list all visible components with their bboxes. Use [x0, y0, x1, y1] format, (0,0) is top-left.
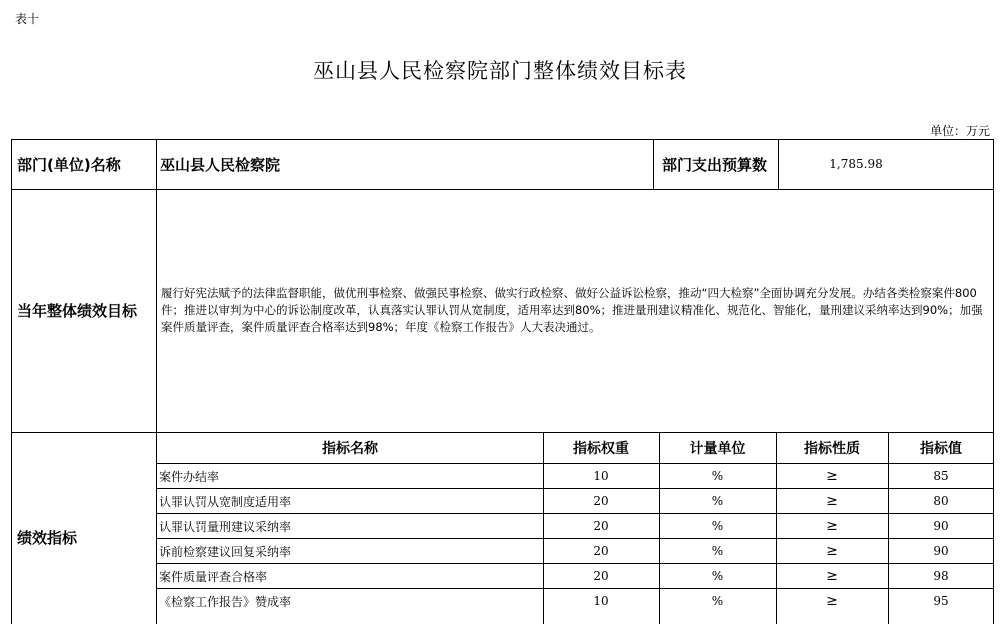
indicator-weight: 20 [593, 569, 609, 583]
indicator-name: 认罪认罚量刑建议采纳率 [159, 519, 292, 534]
indicator-weight: 20 [593, 544, 609, 558]
indicator-header-unit: 计量单位 [689, 441, 746, 457]
indicator-weight: 10 [593, 469, 609, 483]
indicator-unit: % [711, 519, 724, 533]
indicator-name: 认罪认罚从宽制度适用率 [159, 494, 292, 509]
indicator-header-value: 指标值 [920, 441, 962, 457]
column-divider [653, 139, 654, 189]
indicator-unit: % [711, 544, 724, 558]
indicator-value: 85 [933, 469, 949, 483]
indicator-unit: % [711, 594, 724, 608]
indicator-value: 90 [933, 519, 949, 533]
goal-label: 当年整体绩效目标 [17, 302, 138, 320]
dept-name: 巫山县人民检察院 [160, 155, 281, 174]
indicator-unit: % [711, 569, 724, 583]
indicator-unit: % [711, 469, 724, 483]
page-title: 巫山县人民检察院部门整体绩效目标表 [313, 59, 687, 83]
indicator-header-weight: 指标权重 [573, 441, 629, 457]
indicator-nature: ≥ [826, 468, 838, 484]
indicator-nature: ≥ [826, 518, 838, 534]
indicator-value: 98 [933, 569, 949, 583]
indicator-header-nature: 指标性质 [804, 441, 860, 457]
budget-value: 1,785.98 [829, 157, 883, 171]
indicator-value: 80 [933, 494, 949, 508]
document-label: 表十 [15, 12, 40, 26]
indicator-value: 90 [933, 544, 949, 558]
dept-label: 部门(单位)名称 [17, 155, 121, 174]
indicator-name: 案件办结率 [159, 469, 220, 484]
indicator-name: 《检察工作报告》赞成率 [159, 594, 292, 609]
indicator-nature: ≥ [826, 543, 838, 559]
indicator-weight: 20 [593, 494, 609, 508]
indicator-nature: ≥ [826, 593, 838, 609]
goal-text: 履行好宪法赋予的法律监督职能，做优刑事检察、做强民事检察、做实行政检察、做好公益诉讼检察，推动“四大检察”全面协调充分发展。办结各类检察案件800件；推进以审判为中心的诉讼制度改革，认真落实认罪认罚从宽制度，适用率达到80%；推进量刑建议精准化、规范化、智能化，量刑建议采纳率达到90%；加强案件质量评查，案件质量评查合格率达到98%；年度《检察工作报告》人大表决通过。 [161, 286, 983, 334]
indicator-header-name: 指标名称 [322, 441, 378, 457]
indicators-label: 绩效指标 [17, 528, 78, 547]
indicator-nature: ≥ [826, 568, 838, 584]
unit-label: 单位：万元 [929, 124, 990, 138]
indicator-unit: % [711, 494, 724, 508]
indicator-name: 诉前检察建议回复采纳率 [159, 544, 292, 559]
indicator-weight: 10 [593, 594, 609, 608]
indicator-nature: ≥ [826, 493, 838, 509]
budget-label: 部门支出预算数 [662, 155, 768, 174]
indicator-weight: 20 [593, 519, 609, 533]
indicator-name: 案件质量评查合格率 [159, 569, 268, 584]
indicator-value: 95 [933, 594, 949, 608]
